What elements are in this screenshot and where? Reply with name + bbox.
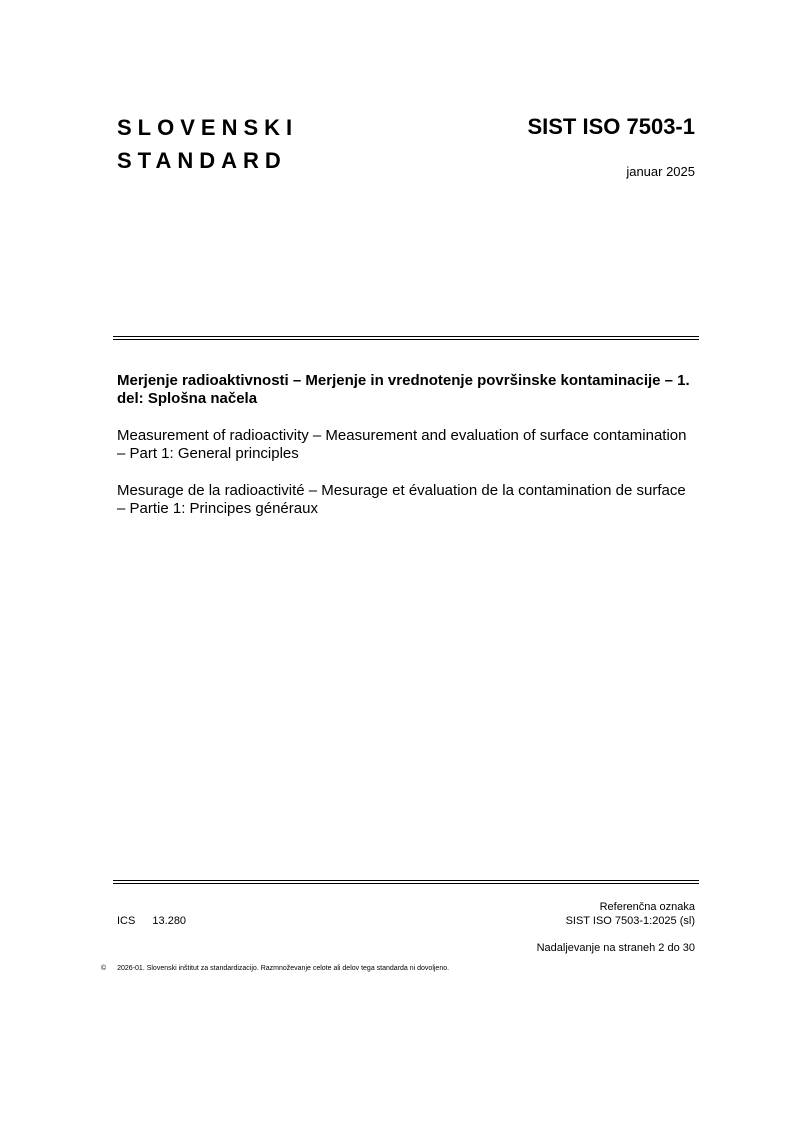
brand-line-2: STANDARD <box>117 148 287 173</box>
bottom-divider <box>113 880 699 881</box>
continuation-note: Nadaljevanje na straneh 2 do 30 <box>536 942 695 954</box>
bottom-divider-2 <box>113 883 699 884</box>
reference-label: Referenčna oznaka <box>599 901 695 913</box>
copyright-line <box>101 965 449 972</box>
standard-code: SIST ISO 7503-1 <box>527 114 695 139</box>
reference-block <box>566 900 695 928</box>
title-french: Mesurage de la radioactivité – Mesurage et évaluation de la contamination de surface – Partie 1: Principes généraux <box>117 482 686 517</box>
ics-block <box>117 915 186 927</box>
publication-date: januar 2025 <box>626 164 695 179</box>
copyright-text: 2026-01. Slovenski inštitut za standardizacijo. Razmnoževanje celote ali delov tega standarda ni dovoljeno. <box>117 965 450 972</box>
copyright-symbol: © <box>101 965 107 972</box>
top-divider-2 <box>113 339 699 340</box>
ics-value: 13.280 <box>152 915 187 927</box>
top-divider <box>113 336 699 337</box>
ics-label: ICS <box>117 915 136 927</box>
title-slovenian: Merjenje radioaktivnosti – Merjenje in vrednotenje površinske kontaminacije – 1. del: Splošna načela <box>117 372 690 407</box>
reference-value: SIST ISO 7503-1:2025 (sl) <box>565 915 695 927</box>
brand-line-1: SLOVENSKI <box>117 115 299 140</box>
title-english: Measurement of radioactivity – Measurement and evaluation of surface contamination – Part 1: General principles <box>117 427 687 462</box>
